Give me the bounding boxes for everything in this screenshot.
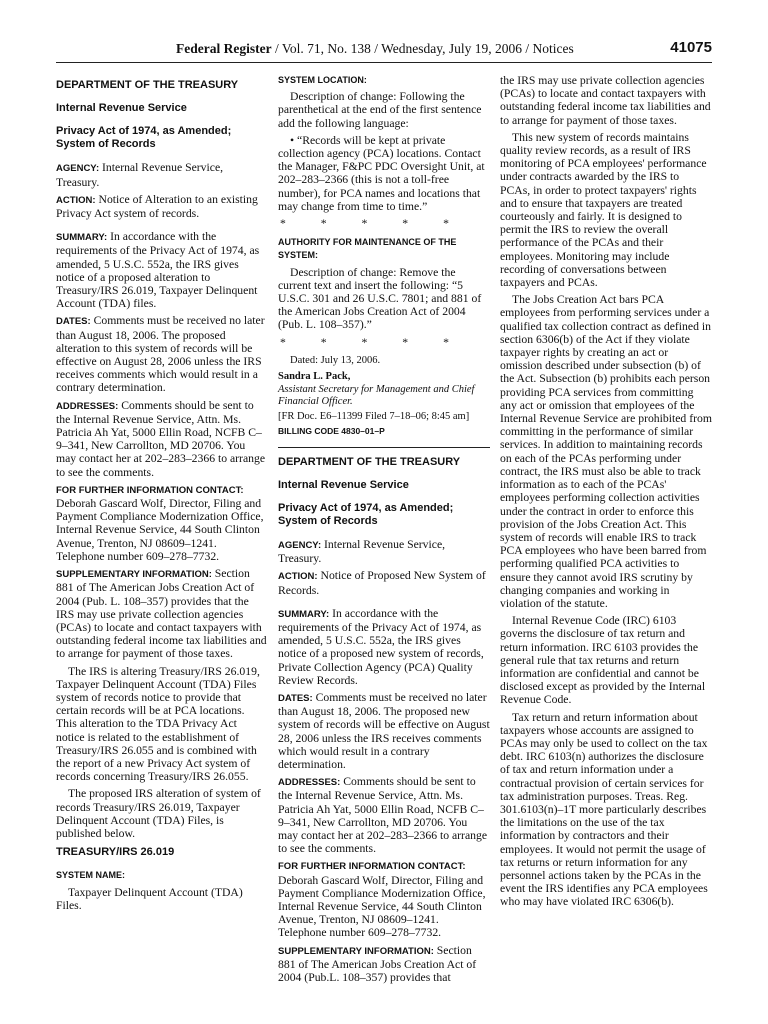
signer-title: Assistant Secretary for Management and Chief Financial Officer. xyxy=(278,383,475,408)
column-3 xyxy=(500,74,712,913)
signer-name: Sandra L. Pack, xyxy=(278,371,351,383)
issue-info: / Vol. 71, No. 138 / Wednesday, July 19, 2006 / Notices xyxy=(271,41,574,56)
omission-stars: * * * * * xyxy=(280,335,465,349)
dates-label: DATES: xyxy=(56,316,91,328)
summary-text: In accordance with the requirements of the Privacy Act of 1974, as amended, 5 U.S.C. 552a, the IRS gives notice of a proposed new system of records, Private Collection Agency (PCA) Quality Review Records. xyxy=(278,606,484,687)
body-paragraph: Tax return and return information about taxpayers whose accounts are assigned to PCAs may only be used to collect on the tax debt. IRC 6103(n) authorizes the disclosure of tax and return information under a contractual provision of certain services for tax administration purposes. Treas. Reg. 301.6103(n)–1T more particularly describes the limitations on the use of the tax information by contractors and their employees. It would not permit the usage of tax returns or return information for any personnel actions taken by the PCAs in the event the IRS identifies any PCA employees who may have violated IRC 6306(b). xyxy=(500,710,708,909)
body-paragraph: Internal Revenue Code (IRC) 6103 governs the disclosure of tax return and return information. IRC 6103 provides the general rule that tax returns and return information are confidential and cannot be disclosed except as provided by the Internal Revenue Code. xyxy=(500,614,706,707)
addresses-paragraph xyxy=(56,399,267,479)
location-bullet: • “Records will be kept at private collection agency (PCA) locations. Contact the Manager, F&PC PDC Oversight Unit, at 202–283–2366 (this is not a toll-free number), for PCA names and locations that may change from time to time.” xyxy=(278,133,485,213)
system-name-label: SYSTEM NAME: xyxy=(56,870,126,881)
system-name-text: Taxpayer Delinquent Account (TDA) Files. xyxy=(56,885,243,912)
agency-text: Internal Revenue Service, Treasury. xyxy=(56,161,224,189)
notice-divider xyxy=(278,447,490,448)
body-paragraph: The proposed IRS alteration of system of records Treasury/IRS 26.019, Taxpayer Delinquent Account (TDA) Files, is published below. xyxy=(56,787,261,840)
supplementary-label: SUPPLEMENTARY INFORMATION: xyxy=(56,569,212,581)
agency-paragraph xyxy=(278,538,490,565)
action-text: Notice of Alteration to an existing Privacy Act system of records. xyxy=(56,192,258,221)
summary-paragraph xyxy=(278,607,490,687)
agency-paragraph xyxy=(56,161,267,188)
system-location-label: SYSTEM LOCATION: xyxy=(278,75,367,85)
body-paragraph: This new system of records maintains quality review records, as a result of IRS monitoring of PCA employees' performance under contracts awarded by the IRS to PCAs, in order to protect taxpayers' rights and to ensure that taxpayers are treated courteously and fairly. It is designed to permit the IRS to review the overall performance of the PCAs and their employees. Monitoring may include recording of conversations between taxpayers and PCAs. xyxy=(500,130,707,290)
addresses-text: Comments should be sent to the Internal Revenue Service, Attn. Ms. Patricia Ah Yat, 5000 Ellin Road, NCFB C–9–341, New Carrollton, MD 20706. You may contact her at 202–283–2366 to arrange to see the comments. xyxy=(278,775,488,856)
journal-name: Federal Register xyxy=(176,41,272,56)
action-label: ACTION: xyxy=(278,571,318,583)
notice-title: Privacy Act of 1974, as Amended; System of Records xyxy=(278,501,454,527)
summary-label: SUMMARY: xyxy=(56,232,108,244)
contact-paragraph xyxy=(278,859,490,939)
body-paragraph: The IRS is altering Treasury/IRS 26.019, Taxpayer Delinquent Account (TDA) Files system of records notice to provide that certain records will be at PCA locations. This alteration to the TDA Privacy Act notice is related to the establishment of Treasury/IRS 26.055 and is combined with the report of a new Privacy Act system of records concerning Treasury/IRS 26.055. xyxy=(56,664,260,784)
omission-stars: * * * * * xyxy=(280,217,465,231)
billing-code: BILLING CODE 4830–01–P xyxy=(278,426,385,437)
column-2 xyxy=(278,74,490,988)
running-header xyxy=(56,38,712,63)
contact-text: Deborah Gascard Wolf, Director, Filing and Payment Compliance Modernization Office, Internal Revenue Service, 44 South Clinton Avenue, Trenton, NJ 08609–1241. Telephone number 609–278–7732. xyxy=(56,497,264,563)
contact-text: Deborah Gascard Wolf, Director, Filing and Payment Compliance Modernization Office, Internal Revenue Service, 44 South Clinton Avenue, Trenton, NJ 08609–1241. Telephone number 609–278–7732. xyxy=(278,873,486,940)
supplementary-paragraph xyxy=(278,944,490,985)
body-paragraph: The Jobs Creation Act bars PCA employees from performing services under a qualified tax collection contract as defined in section 6306(b) of the Act if they violate taxpayer rights by creating an act or omission described under subsection (b) of the Act. Subsection (b) prohibits each person providing PCA services from committing any act or omission that employees of the Internal Revenue Service are prohibited from committing in the performance of similar services. In addition to maintaining records on each of the PCAs performing under contract, the IRS must also be able to track information as to each of the PCAs' employees performing collection activities under the contract in order to enforce this provision of the Jobs Creation Act. This system of records will enable IRS to track PCA employees who have been barred from performing qualified PCA activities to ensure they cannot avoid IRS scrutiny by changing companies and working in violation of the statute. xyxy=(500,293,712,610)
dates-label: DATES: xyxy=(278,693,313,704)
contact-label: FOR FURTHER INFORMATION CONTACT: xyxy=(56,484,244,496)
agency-subheading: Internal Revenue Service xyxy=(56,102,187,115)
agency-text: Internal Revenue Service, Treasury. xyxy=(278,537,446,566)
supplementary-text: Section 881 of The American Jobs Creation Act of 2004 (Pub.L. 108–357) provides that xyxy=(278,943,477,985)
addresses-label: ADDRESSES: xyxy=(56,400,119,412)
dates-text: Comments must be received no later than August 18, 2006. The proposed new system of records will be effective on August 28, 2006 unless the IRS receives comments which would result in a contrary determination. xyxy=(278,691,490,772)
header-citation xyxy=(176,41,574,57)
action-paragraph xyxy=(56,193,267,220)
dates-text: Comments must be received no later than August 18, 2006. The proposed alteration to this system of records will be effective on August 28, 2006 unless the IRS receives comments which would result in a contrary determination. xyxy=(56,314,265,395)
department-heading: DEPARTMENT OF THE TREASURY xyxy=(278,455,461,468)
system-id-heading: TREASURY/IRS 26.019 xyxy=(56,846,175,859)
authority-label: AUTHORITY FOR MAINTENANCE OF THE SYSTEM: xyxy=(278,237,457,261)
department-heading: DEPARTMENT OF THE TREASURY xyxy=(56,79,239,91)
agency-subheading: Internal Revenue Service xyxy=(278,478,409,491)
dated-line: Dated: July 13, 2006. xyxy=(290,354,381,366)
agency-label: AGENCY: xyxy=(56,163,100,175)
summary-label: SUMMARY: xyxy=(278,608,330,620)
contact-label: FOR FURTHER INFORMATION CONTACT: xyxy=(278,861,466,873)
addresses-text: Comments should be sent to the Internal Revenue Service, Attn. Ms. Patricia Ah Yat, 5000 Ellin Road, NCFB C–9–341, New Carrollton, MD 20706. You may contact her at 202–283–2366 to arrange to see the comments. xyxy=(56,398,266,479)
authority-text: Description of change: Remove the current text and insert the following: “5 U.S.C. 301 and 26 U.S.C. 7801; and 881 of the American Jobs Creation Act of 2004 (Pub. L. 108–357).” xyxy=(278,265,482,332)
notice-title: Privacy Act of 1974, as Amended; System of Records xyxy=(56,125,232,151)
supplementary-text: Section 881 of The American Jobs Creation Act of 2004 (Pub. L. 108–357) provides that the IRS may use private collection agencies (PCAs) to locate and contact taxpayers with outstanding federal income tax liabilities and to arrange for payment of those taxes. xyxy=(56,567,267,661)
action-label: ACTION: xyxy=(56,194,96,206)
column-1 xyxy=(56,74,267,916)
addresses-paragraph xyxy=(278,775,490,855)
addresses-label: ADDRESSES: xyxy=(278,777,341,789)
contact-paragraph xyxy=(56,483,267,563)
dates-paragraph xyxy=(56,314,267,394)
agency-label: AGENCY: xyxy=(278,539,322,551)
supplementary-paragraph xyxy=(56,567,267,660)
summary-text: In accordance with the requirements of the Privacy Act of 1974, as amended, 5 U.S.C. 552a, the IRS gives notice of a proposed alteration to Treasury/IRS 26.019, Taxpayer Delinquent Account (TDA) files. xyxy=(56,230,260,311)
page-number: 41075 xyxy=(670,39,712,56)
action-text: Notice of Proposed New System of Records. xyxy=(278,569,486,597)
location-description: Description of change: Following the parenthetical at the end of the first sentence add the following language: xyxy=(278,90,482,130)
dates-paragraph xyxy=(278,691,490,771)
body-paragraph: the IRS may use private collection agencies (PCAs) to locate and contact taxpayers with outstanding federal income tax liabilities and to arrange for payment of those taxes. xyxy=(500,74,711,127)
action-paragraph xyxy=(278,569,490,596)
fr-doc-line: [FR Doc. E6–11399 Filed 7–18–06; 8:45 am] xyxy=(278,410,470,422)
supplementary-label: SUPPLEMENTARY INFORMATION: xyxy=(278,945,434,957)
summary-paragraph xyxy=(56,230,267,310)
